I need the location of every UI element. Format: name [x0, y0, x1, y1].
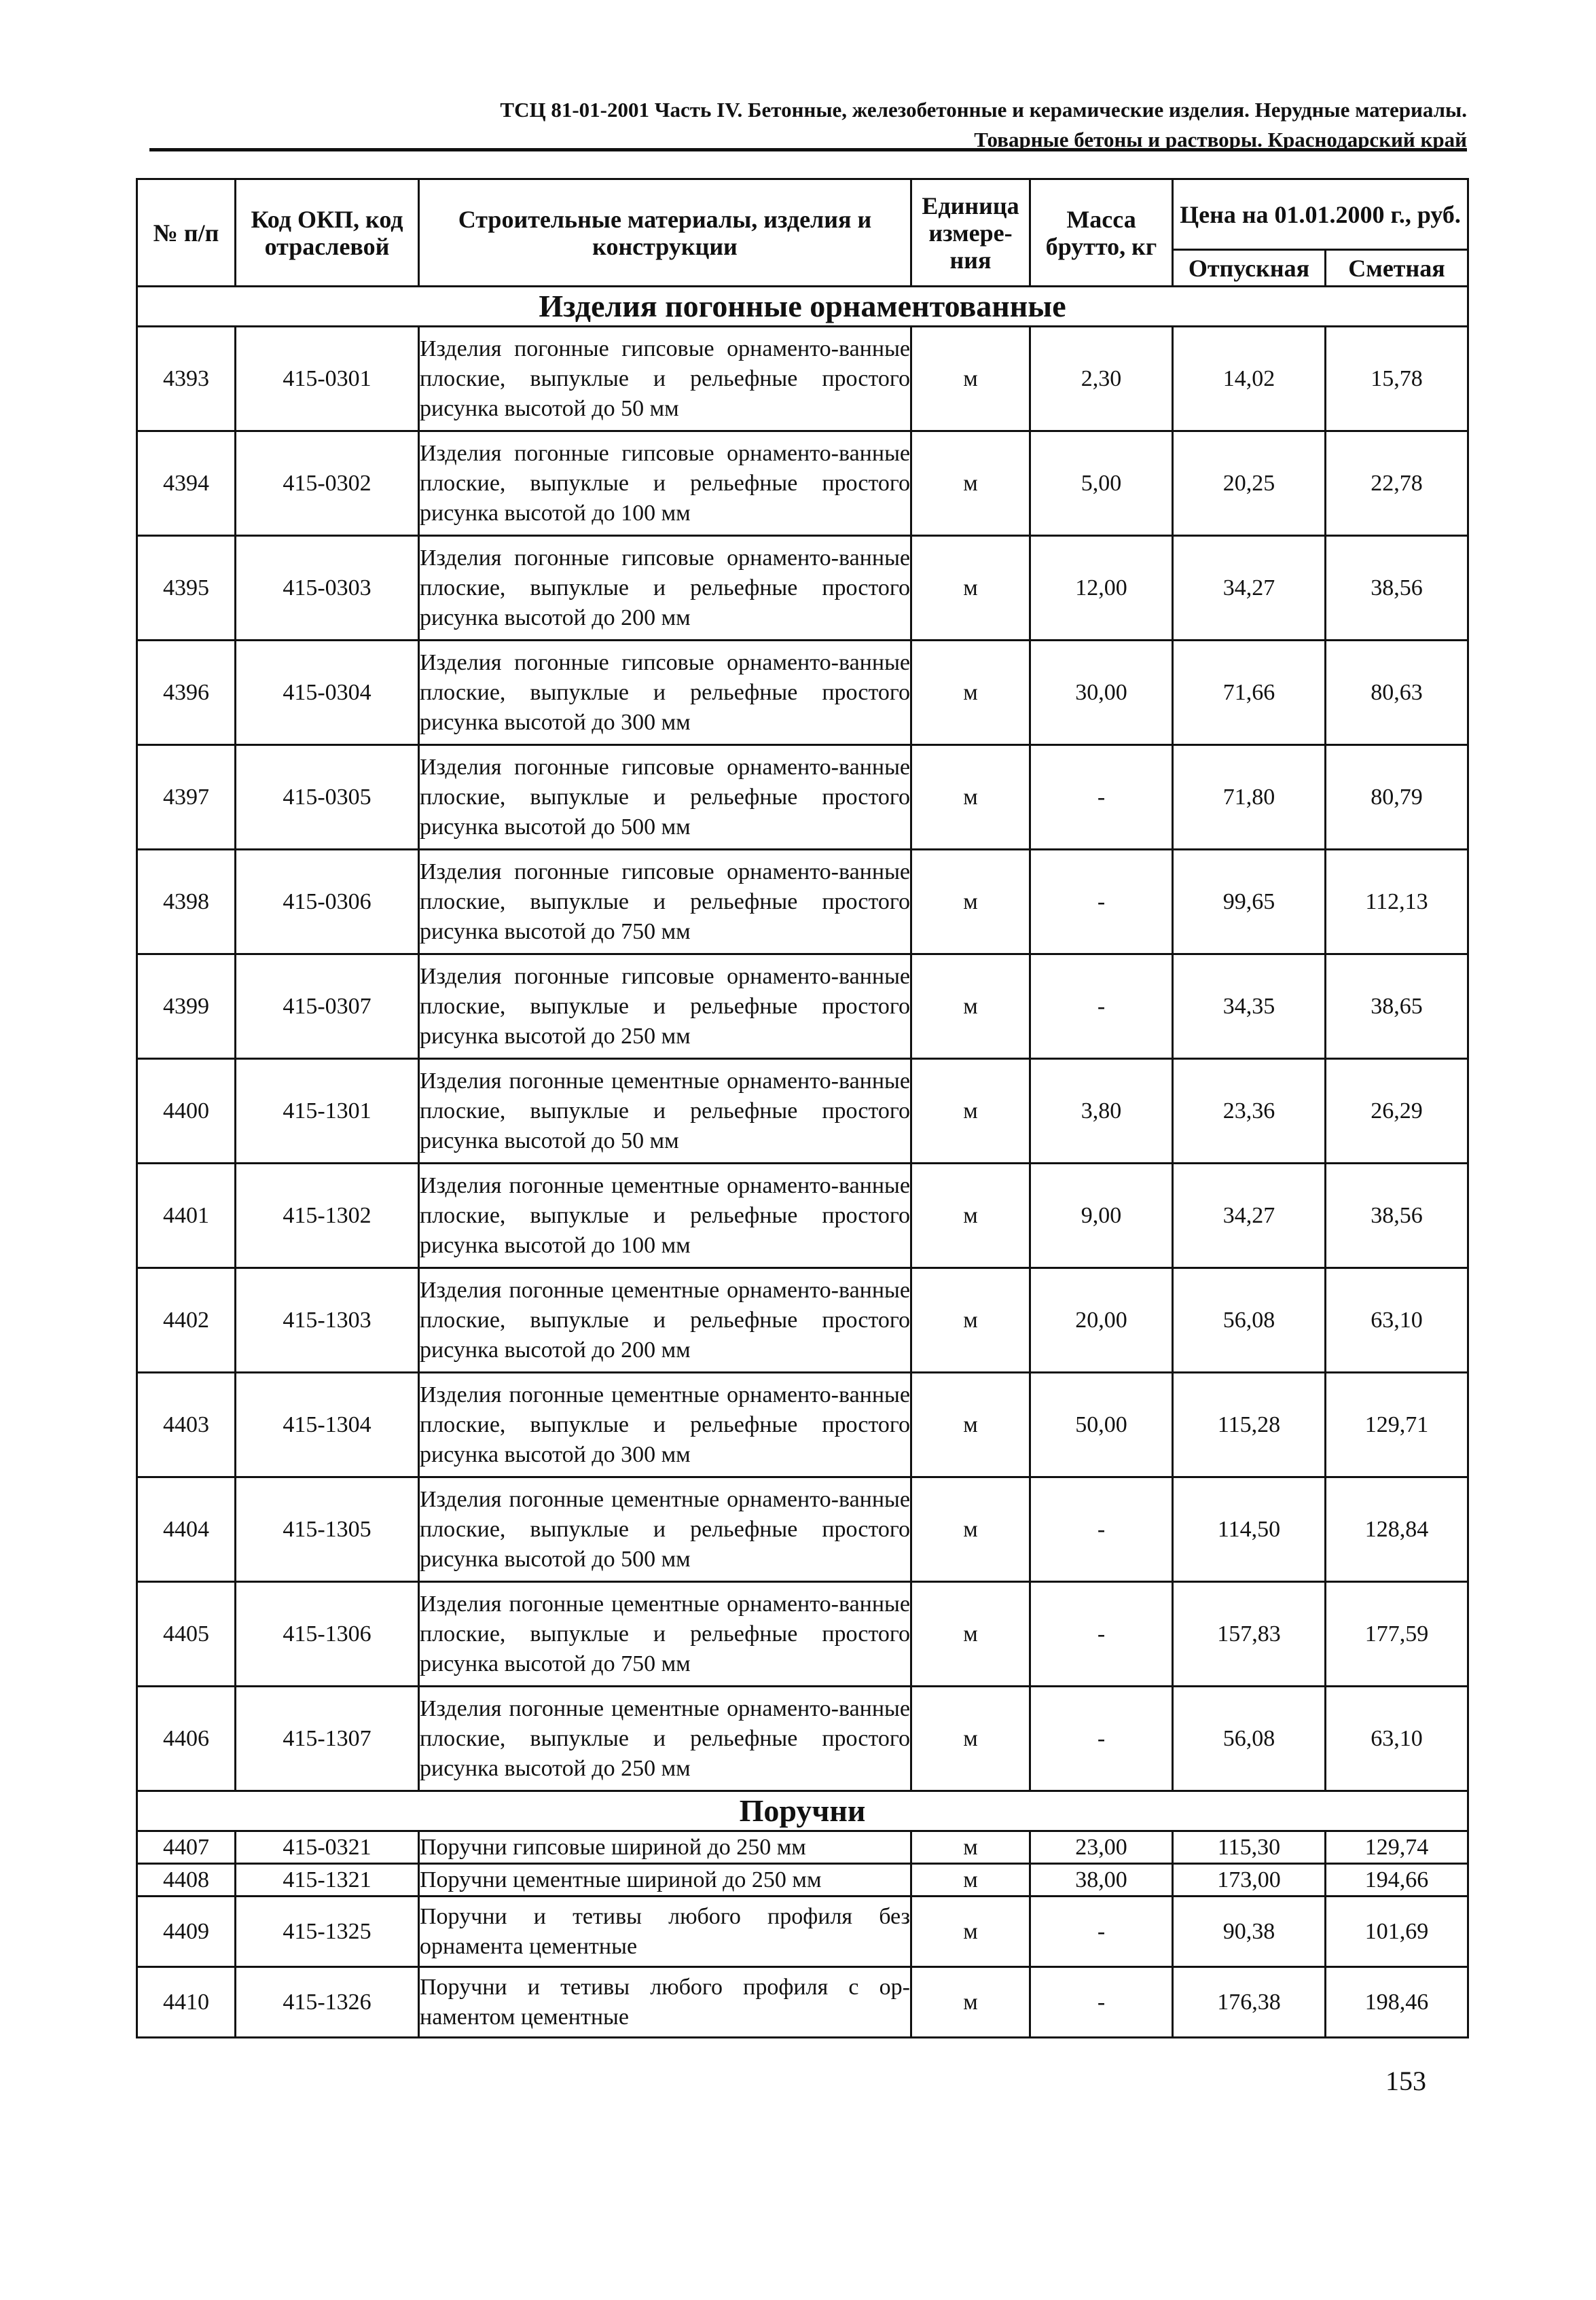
cell-mass: 5,00	[1030, 431, 1173, 536]
cell-mass: 23,00	[1030, 1831, 1173, 1864]
cell-price-release: 14,02	[1173, 327, 1326, 431]
table-row	[137, 1059, 1468, 1164]
cell-name: Изделия погонные цементные орнаменто-ванные плоские, выпуклые и рельефные простого рисунка высотой до 500 мм	[419, 1477, 911, 1582]
page-number: 153	[1385, 2066, 1426, 2096]
cell-mass: 2,30	[1030, 327, 1173, 431]
cell-price-estimate: 101,69	[1326, 1897, 1468, 1967]
cell-code: 415-1301	[236, 1059, 419, 1164]
table-row	[137, 1582, 1468, 1687]
cell-price-release: 34,27	[1173, 536, 1326, 641]
cell-price-estimate: 128,84	[1326, 1477, 1468, 1582]
cell-num: 4400	[137, 1059, 236, 1164]
cell-code: 415-0303	[236, 536, 419, 641]
cell-price-release: 34,35	[1173, 954, 1326, 1059]
cell-num: 4406	[137, 1687, 236, 1791]
cell-num: 4401	[137, 1164, 236, 1268]
cell-price-release: 157,83	[1173, 1582, 1326, 1687]
col-header-price: Цена на 01.01.2000 г., руб.	[1173, 179, 1468, 250]
cell-price-estimate: 80,79	[1326, 745, 1468, 850]
cell-unit: м	[911, 954, 1030, 1059]
cell-price-estimate: 26,29	[1326, 1059, 1468, 1164]
table-row	[137, 1967, 1468, 2038]
cell-price-estimate: 63,10	[1326, 1268, 1468, 1373]
cell-code: 415-1302	[236, 1164, 419, 1268]
cell-price-release: 90,38	[1173, 1897, 1326, 1967]
cell-code: 415-1304	[236, 1373, 419, 1477]
cell-name: Изделия погонные цементные орнаменто-ванные плоские, выпуклые и рельефные простого рисунка высотой до 250 мм	[419, 1687, 911, 1791]
page-header	[149, 95, 1467, 155]
cell-mass: -	[1030, 954, 1173, 1059]
cell-price-estimate: 15,78	[1326, 327, 1468, 431]
col-header-name: Строительные материалы, изделия и конструкции	[419, 179, 911, 287]
cell-unit: м	[911, 536, 1030, 641]
cell-price-estimate: 80,63	[1326, 641, 1468, 745]
cell-price-release: 34,27	[1173, 1164, 1326, 1268]
cell-num: 4393	[137, 327, 236, 431]
cell-unit: м	[911, 1164, 1030, 1268]
cell-price-estimate: 177,59	[1326, 1582, 1468, 1687]
header-line-1: ТСЦ 81-01-2001 Часть IV. Бетонные, железобетонные и керамические изделия. Нерудные материалы.	[500, 98, 1467, 122]
cell-mass: -	[1030, 850, 1173, 954]
cell-code: 415-1325	[236, 1897, 419, 1967]
cell-name: Изделия погонные гипсовые орнаменто-ванные плоские, выпуклые и рельефные простого рисунка высотой до 500 мм	[419, 745, 911, 850]
cell-unit: м	[911, 1967, 1030, 2038]
cell-num: 4398	[137, 850, 236, 954]
cell-num: 4397	[137, 745, 236, 850]
cell-num: 4405	[137, 1582, 236, 1687]
cell-unit: м	[911, 1582, 1030, 1687]
table-row	[137, 641, 1468, 745]
cell-price-estimate: 22,78	[1326, 431, 1468, 536]
cell-price-estimate: 38,56	[1326, 1164, 1468, 1268]
cell-price-release: 115,28	[1173, 1373, 1326, 1477]
cell-mass: -	[1030, 1967, 1173, 2038]
cell-num: 4404	[137, 1477, 236, 1582]
cell-name: Изделия погонные гипсовые орнаменто-ванные плоские, выпуклые и рельефные простого рисунка высотой до 200 мм	[419, 536, 911, 641]
cell-code: 415-1307	[236, 1687, 419, 1791]
col-header-code: Код ОКП, код отраслевой	[236, 179, 419, 287]
cell-mass: 9,00	[1030, 1164, 1173, 1268]
cell-num: 4402	[137, 1268, 236, 1373]
col-header-unit: Единица измере-ния	[911, 179, 1030, 287]
cell-name: Изделия погонные гипсовые орнаменто-ванные плоские, выпуклые и рельефные простого рисунка высотой до 100 мм	[419, 431, 911, 536]
cell-mass: 50,00	[1030, 1373, 1173, 1477]
cell-price-release: 23,36	[1173, 1059, 1326, 1164]
table-row	[137, 1373, 1468, 1477]
cell-mass: -	[1030, 1477, 1173, 1582]
cell-unit: м	[911, 1687, 1030, 1791]
col-header-price-estimate: Сметная	[1326, 250, 1468, 287]
cell-price-estimate: 38,56	[1326, 536, 1468, 641]
cell-name: Изделия погонные цементные орнаменто-ванные плоские, выпуклые и рельефные простого рисунка высотой до 100 мм	[419, 1164, 911, 1268]
cell-unit: м	[911, 1864, 1030, 1897]
cell-price-estimate: 194,66	[1326, 1864, 1468, 1897]
cell-num: 4407	[137, 1831, 236, 1864]
cell-price-estimate: 112,13	[1326, 850, 1468, 954]
cell-code: 415-0301	[236, 327, 419, 431]
table-row	[137, 1687, 1468, 1791]
table-row	[137, 1164, 1468, 1268]
table-row	[137, 1864, 1468, 1897]
cell-price-release: 115,30	[1173, 1831, 1326, 1864]
cell-price-release: 114,50	[1173, 1477, 1326, 1582]
cell-price-release: 56,08	[1173, 1268, 1326, 1373]
section-title: Изделия погонные орнаментованные	[137, 287, 1468, 327]
cell-name: Поручни и тетивы любого профиля без орнамента цементные	[419, 1897, 911, 1967]
cell-price-release: 20,25	[1173, 431, 1326, 536]
cell-unit: м	[911, 850, 1030, 954]
header-rule	[149, 148, 1467, 151]
cell-mass: 38,00	[1030, 1864, 1173, 1897]
cell-price-release: 173,00	[1173, 1864, 1326, 1897]
cell-mass: -	[1030, 1582, 1173, 1687]
cell-unit: м	[911, 745, 1030, 850]
cell-name: Изделия погонные гипсовые орнаменто-ванные плоские, выпуклые и рельефные простого рисунка высотой до 250 мм	[419, 954, 911, 1059]
cell-code: 415-0306	[236, 850, 419, 954]
cell-num: 4399	[137, 954, 236, 1059]
cell-mass: 20,00	[1030, 1268, 1173, 1373]
cell-code: 415-0307	[236, 954, 419, 1059]
price-table	[136, 178, 1469, 2038]
cell-mass: -	[1030, 745, 1173, 850]
table-row	[137, 745, 1468, 850]
table-row	[137, 327, 1468, 431]
cell-num: 4403	[137, 1373, 236, 1477]
cell-name: Изделия погонные гипсовые орнаменто-ванные плоские, выпуклые и рельефные простого рисунка высотой до 750 мм	[419, 850, 911, 954]
table-row	[137, 1831, 1468, 1864]
cell-code: 415-1321	[236, 1864, 419, 1897]
cell-price-release: 71,80	[1173, 745, 1326, 850]
col-header-mass: Масса брутто, кг	[1030, 179, 1173, 287]
cell-price-release: 176,38	[1173, 1967, 1326, 2038]
table-row	[137, 954, 1468, 1059]
cell-num: 4408	[137, 1864, 236, 1897]
cell-unit: м	[911, 641, 1030, 745]
cell-mass: 12,00	[1030, 536, 1173, 641]
cell-num: 4410	[137, 1967, 236, 2038]
cell-mass: 3,80	[1030, 1059, 1173, 1164]
section-title: Поручни	[137, 1791, 1468, 1831]
cell-code: 415-1326	[236, 1967, 419, 2038]
cell-code: 415-1303	[236, 1268, 419, 1373]
cell-price-release: 56,08	[1173, 1687, 1326, 1791]
cell-name: Изделия погонные цементные орнаменто-ванные плоские, выпуклые и рельефные простого рисунка высотой до 50 мм	[419, 1059, 911, 1164]
cell-unit: м	[911, 1897, 1030, 1967]
cell-unit: м	[911, 1831, 1030, 1864]
cell-unit: м	[911, 431, 1030, 536]
cell-num: 4396	[137, 641, 236, 745]
cell-num: 4395	[137, 536, 236, 641]
cell-code: 415-1306	[236, 1582, 419, 1687]
cell-code: 415-0304	[236, 641, 419, 745]
cell-name: Изделия погонные цементные орнаменто-ванные плоские, выпуклые и рельефные простого рисунка высотой до 200 мм	[419, 1268, 911, 1373]
table-row	[137, 1477, 1468, 1582]
cell-code: 415-0302	[236, 431, 419, 536]
cell-price-estimate: 63,10	[1326, 1687, 1468, 1791]
col-header-price-release: Отпускная	[1173, 250, 1326, 287]
cell-name: Поручни цементные шириной до 250 мм	[419, 1864, 911, 1897]
cell-unit: м	[911, 1477, 1030, 1582]
cell-price-estimate: 38,65	[1326, 954, 1468, 1059]
cell-price-estimate: 198,46	[1326, 1967, 1468, 2038]
cell-name: Изделия погонные цементные орнаменто-ванные плоские, выпуклые и рельефные простого рисунка высотой до 300 мм	[419, 1373, 911, 1477]
cell-name: Изделия погонные цементные орнаменто-ванные плоские, выпуклые и рельефные простого рисунка высотой до 750 мм	[419, 1582, 911, 1687]
col-header-num: № п/п	[137, 179, 236, 287]
cell-code: 415-0321	[236, 1831, 419, 1864]
cell-num: 4394	[137, 431, 236, 536]
cell-unit: м	[911, 1373, 1030, 1477]
cell-unit: м	[911, 1059, 1030, 1164]
table-row	[137, 850, 1468, 954]
cell-unit: м	[911, 1268, 1030, 1373]
cell-price-estimate: 129,74	[1326, 1831, 1468, 1864]
table-row	[137, 431, 1468, 536]
table-row	[137, 536, 1468, 641]
table-row	[137, 1268, 1468, 1373]
cell-price-release: 71,66	[1173, 641, 1326, 745]
header-line-2: Товарные бетоны и растворы. Краснодарский край	[974, 128, 1467, 151]
cell-code: 415-0305	[236, 745, 419, 850]
cell-name: Изделия погонные гипсовые орнаменто-ванные плоские, выпуклые и рельефные простого рисунка высотой до 50 мм	[419, 327, 911, 431]
cell-price-release: 99,65	[1173, 850, 1326, 954]
cell-price-estimate: 129,71	[1326, 1373, 1468, 1477]
cell-mass: -	[1030, 1687, 1173, 1791]
cell-num: 4409	[137, 1897, 236, 1967]
cell-unit: м	[911, 327, 1030, 431]
cell-name: Поручни и тетивы любого профиля с ор-наментом цементные	[419, 1967, 911, 2038]
cell-mass: -	[1030, 1897, 1173, 1967]
table-row	[137, 1897, 1468, 1967]
cell-code: 415-1305	[236, 1477, 419, 1582]
cell-name: Поручни гипсовые шириной до 250 мм	[419, 1831, 911, 1864]
cell-name: Изделия погонные гипсовые орнаменто-ванные плоские, выпуклые и рельефные простого рисунка высотой до 300 мм	[419, 641, 911, 745]
cell-mass: 30,00	[1030, 641, 1173, 745]
